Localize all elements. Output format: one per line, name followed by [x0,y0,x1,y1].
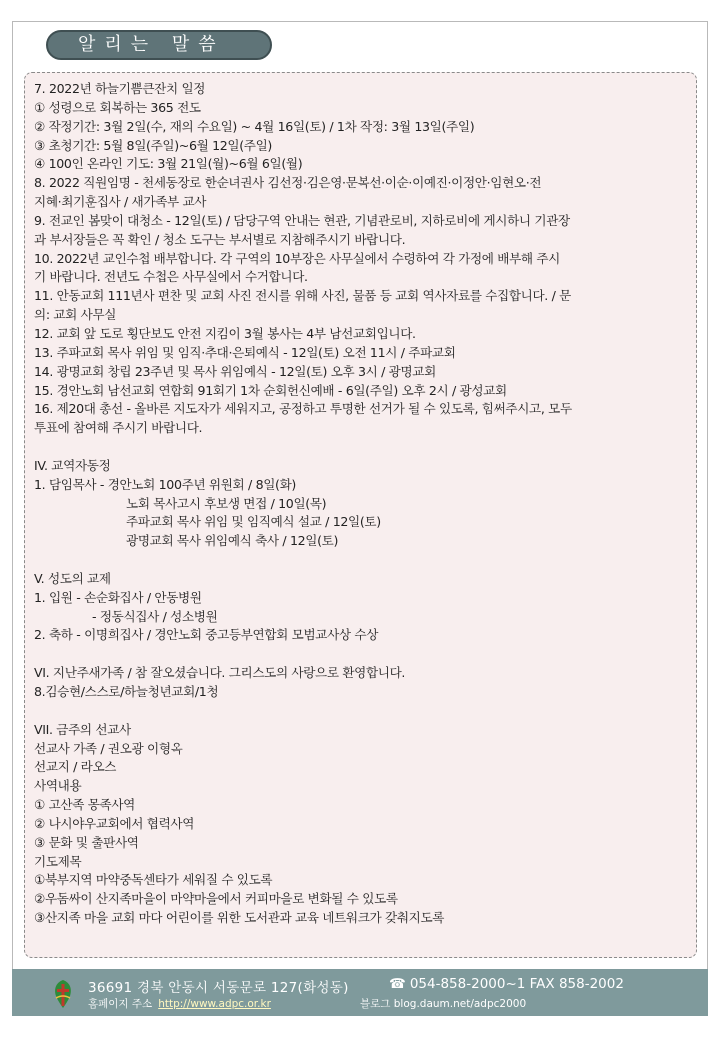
notice-line: 기 바랍니다. 전년도 수첩은 사무실에서 수거합니다. [34,269,308,285]
missionary-line: ③산지족 마을 교회 마다 어린이를 위한 도서관과 교육 네트워크가 갖춰지도록 [34,910,445,926]
missionary-line: ①북부지역 마약중독센타가 세워질 수 있도록 [34,872,273,888]
phone-icon: ☎ [389,976,406,992]
notice-box [24,72,697,958]
homepage-label: 홈페이지 주소 [88,998,153,1010]
missionary-line: 선교지 / 라오스 [34,759,117,775]
missionary-line: 사역내용 [34,778,82,794]
missionary-line: ① 고산족 몽족사역 [34,797,135,813]
fellowship-line: 2. 축하 - 이명희집사 / 경안노회 중고등부연합회 모범교사상 수상 [34,627,379,643]
section-title: 알리는 말씀 [46,30,272,60]
footer-homepage [88,996,271,1011]
footer [12,969,708,1016]
staff-line: 광명교회 목사 위임예식 축사 / 12일(토) [126,533,339,549]
spacer [34,551,688,570]
notice-line: 10. 2022년 교인수첩 배부합니다. 각 구역의 10부장은 사무실에서 수령하여 각 가정에 배부해 주시 [34,250,560,266]
notice-line: 7. 2022년 하늘기쁨큰잔치 일정 [34,81,206,96]
missionary-line: ③ 문화 및 출판사역 [34,834,139,850]
section-heading-newcomers: VI. 지난주새가족 / 참 잘오셨습니다. 그리스도의 사랑으로 환영합니다. [34,665,406,681]
notice-line: 투표에 참여해 주시기 바랍니다. [34,420,203,436]
spacer [34,438,688,457]
newcomer-line: 8.김승현/스스로/하늘청년교회/1청 [34,684,219,699]
notice-line: 12. 교회 앞 도로 횡단보도 안전 지킴이 3월 봉사는 4부 남선교회입니다. [34,325,416,341]
missionary-line: 선교사 가족 / 권오광 이형옥 [34,740,183,756]
footer-tel-text: 054-858-2000~1 FAX 858-2002 [409,976,624,992]
notice-line: ② 작정기간: 3월 2일(수, 재의 수요일) ~ 4월 16일(토) / 1차 작정: 3월 13일(주일) [34,118,475,134]
fellowship-line: 1. 입원 - 손순화집사 / 안동병원 [34,589,202,605]
missionary-line: ②우돔싸이 산지족마을이 마약마을에서 커피마을로 변화될 수 있도록 [34,891,398,907]
missionary-line: ② 나시야우교회에서 협력사역 [34,815,195,831]
notice-line: 15. 경안노회 남선교회 연합회 91회기 1차 순회헌신예배 - 6일(주일) 오후 2시 / 광성교회 [34,382,507,398]
section-heading-missionary: VII. 금주의 선교사 [34,721,131,737]
spacer [34,702,688,721]
notice-line: 지혜·최기훈집사 / 새가족부 교사 [34,194,207,210]
notice-line: 과 부서장들은 꼭 확인 / 청소 도구는 부서별로 지참해주시기 바랍니다. [34,231,406,247]
section-heading-fellowship: V. 성도의 교제 [34,570,111,586]
notice-line: 11. 안동교회 111년사 편찬 및 교회 사진 전시를 위해 사진, 물품 등 교회 역사자료를 수집합니다. / 문 [34,288,571,304]
footer-address: 36691 경북 안동시 서동문로 127(화성동) [88,980,349,996]
notice-line: ④ 100인 온라인 기도: 3월 21일(월)~6월 6일(월) [34,156,303,172]
notice-line: 의: 교회 사무실 [34,307,117,323]
notice-line: 9. 전교인 봄맞이 대청소 - 12일(토) / 담당구역 안내는 현관, 기념관로비, 지하로비에 게시하니 기관장 [34,212,570,228]
notice-line: ③ 초청기간: 5월 8일(주일)~6월 12일(주일) [34,137,273,153]
notice-line: ① 성령으로 회복하는 365 전도 [34,99,201,115]
fellowship-line: - 정동식집사 / 성소병원 [92,608,218,624]
staff-line: 주파교회 목사 위임 및 임직예식 설교 / 12일(토) [126,514,381,530]
notice-line: 13. 주파교회 목사 위임 및 임직·추대·은퇴예식 - 12일(토) 오전 11시 / 주파교회 [34,344,456,360]
spacer [34,645,688,664]
footer-blog: 블로그 blog.daum.net/adpc2000 [360,998,527,1010]
missionary-line: 기도제목 [34,853,82,869]
notice-line: 14. 광명교회 창립 23주년 및 목사 위임예식 - 12일(토) 오후 3시 / 광명교회 [34,363,436,379]
section-heading-staff: IV. 교역자동정 [34,457,111,473]
church-cross-logo [52,979,74,1009]
notice-line: 16. 제20대 총선 - 올바른 지도자가 세워지고, 공정하고 투명한 선거가 될 수 있도록, 힘써주시고, 모두 [34,401,572,417]
notice-line: 8. 2022 직원임명 - 천세동장로 한순녀권사 김선정·김은영·문복선·이순·이예진·이정안·임현오·전 [34,175,542,191]
staff-line: 노회 목사고시 후보생 면접 / 10일(목) [126,495,327,511]
staff-line: 1. 담임목사 - 경안노회 100주년 위원회 / 8일(화) [34,476,296,492]
homepage-link[interactable]: http://www.adpc.or.kr [158,998,271,1010]
footer-phone [389,976,624,992]
